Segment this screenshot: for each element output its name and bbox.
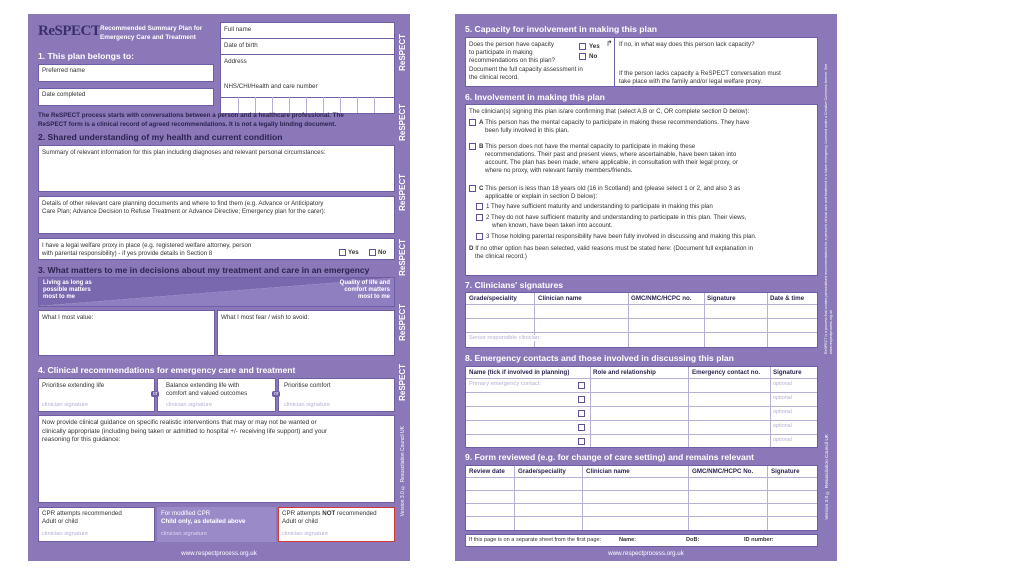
option-c3-checkbox[interactable] [476, 233, 483, 240]
summary-field[interactable] [38, 145, 395, 192]
date-completed-label: Date completed [42, 91, 86, 98]
option-c-text: C This person is less than 18 years old (16 in Scotland) and (please select 1 or 2, and also 3 as applicable or explain in section D below): [479, 185, 741, 200]
right-scale-label: Quality of life and comfort matters most to me [339, 280, 390, 300]
involvement-intro: The clinician(s) signing this plan is/are confirming that (select A,B or C, OR complete section D below): [469, 108, 750, 115]
option-a-checkbox[interactable] [469, 119, 476, 126]
page-2-url[interactable]: www.respectprocess.org.uk [608, 550, 684, 557]
or-badge-2: or [274, 391, 279, 397]
s9-col-grade: Grade/speciality [518, 468, 566, 475]
section-7-title: 7. Clinicians' signatures [465, 280, 564, 290]
contact-2-checkbox[interactable] [578, 396, 585, 403]
contact-3-checkbox[interactable] [578, 410, 585, 417]
cpr-recommended-option[interactable] [38, 507, 155, 542]
capacity-yes-label: Yes [589, 43, 600, 50]
option-c1-text: 1 They have sufficient maturity and understanding to participate in making this plan [486, 203, 713, 210]
contact-5-checkbox[interactable] [578, 438, 585, 445]
clinician-signature-6: clinician signature [282, 531, 329, 537]
side-licence: ReSPECT is a process that creates personalised recommendations for a person's clinical care and treatment in a future emergency. Licensed under a Creative Commons licence. See www.respectprocess.org.uk [824, 63, 833, 354]
capacity-if-no-label: If no, in what way does this person lack capacity? [619, 41, 755, 48]
section-1-title: 1. This plan belongs to: [38, 51, 134, 61]
cpr-modified-label: For modified CPR Child only, as detailed above [161, 510, 246, 525]
s7-col-gmc: GMC/NMC/HCPC no. [631, 295, 692, 302]
side-brand-2: ReSPECT [398, 104, 407, 141]
intro-text: The ReSPECT process starts with conversations between a person and a healthcare professional. The ReSPECT form is a clinical record of agreed recommendations. It is not a legally binding document. [38, 112, 344, 128]
care-documents-label: Details of other relevant care planning documents and where to find them (e.g. Advance or Anticipatory Care Plan; Advance Decision to Refuse Treatment or Advance Directive; Emergency plan for the carer): [42, 200, 326, 215]
clinician-signature-3: clinician signature [284, 402, 331, 408]
page-1-url[interactable]: www.respectprocess.org.uk [181, 550, 257, 557]
option-b-text: B This person does not have the mental capacity to participate in making these recommendations. Their past and present views, where ascertainable, have been taken into account. The plan has been made, where applicable, in consultation with their legal proxy, or where no proxy, with relevant family members/friends. [479, 143, 738, 174]
capacity-question: Does the person have capacity to participate in making recommendations on this plan? Document the full capacity assessment in the clinical record. [469, 41, 583, 81]
proxy-yes-checkbox[interactable] [339, 249, 346, 256]
prioritise-extending-life-option[interactable] [38, 378, 155, 412]
s7-col-signature: Signature [707, 295, 736, 302]
section-8-title: 8. Emergency contacts and those involved in discussing this plan [465, 353, 734, 363]
side-brand-6: ReSPECT [398, 364, 407, 401]
option-c1-checkbox[interactable] [476, 203, 483, 210]
optional-4: optional [773, 423, 792, 429]
section-9-title: 9. Form reviewed (e.g. for change of care setting) and remains relevant [465, 452, 754, 462]
proxy-no-checkbox[interactable] [369, 249, 376, 256]
most-fear-label: What I most fear / wish to avoid: [221, 314, 310, 321]
clinician-signature-4: clinician signature [42, 531, 89, 537]
respect-form-page-2 [455, 14, 837, 561]
or-badge-1: or [153, 391, 158, 397]
summary-label: Summary of relevant information for this plan including diagnoses and relevant personal circumstances: [42, 149, 326, 156]
full-name-label[interactable]: Full name [224, 26, 252, 33]
capacity-yes-checkbox[interactable] [579, 43, 586, 50]
balance-option[interactable] [157, 378, 276, 412]
cpr-modified-option[interactable] [157, 507, 276, 542]
side-brand-4: ReSPECT [398, 239, 407, 276]
separate-sheet-label: If this page is on a separate sheet from the first page: [469, 537, 602, 543]
s9-col-date: Review date [469, 468, 505, 475]
senior-clinician-label: Senior responsible clinician: [469, 335, 541, 341]
welfare-proxy-field [38, 238, 395, 260]
contact-4-checkbox[interactable] [578, 424, 585, 431]
s9-col-gmc: GMC/NMC/HCPC No. [692, 468, 754, 475]
option-d-text[interactable]: D If no other option has been selected, valid reasons must be stated here: (Document full explanation in the clinical record.) [469, 245, 754, 260]
clinician-signature-2: clinician signature [166, 402, 213, 408]
form-reviewed-table[interactable] [465, 465, 818, 531]
separate-name-label: Name: [619, 537, 637, 543]
option-c2-checkbox[interactable] [476, 214, 483, 221]
side-brand-3: ReSPECT [398, 174, 407, 211]
logo: ReSPECT [38, 23, 101, 39]
s9-col-name: Clinician name [586, 468, 630, 475]
s8-col-role: Role and relationship [593, 369, 656, 376]
option-b-checkbox[interactable] [469, 143, 476, 150]
s8-col-contact: Emergency contact no. [692, 369, 761, 376]
section-5-title: 5. Capacity for involvement in making this plan [465, 24, 657, 34]
optional-2: optional [773, 395, 792, 401]
date-completed-field[interactable] [38, 88, 214, 106]
preferred-name-field[interactable] [38, 64, 214, 82]
prioritise-extending-life-label: Prioritise extending life [42, 382, 105, 389]
emergency-contacts-table[interactable] [465, 366, 818, 448]
optional-5: optional [773, 437, 792, 443]
s7-col-grade: Grade/speciality [469, 295, 517, 302]
patient-details-box [220, 22, 395, 114]
section-6-title: 6. Involvement in making this plan [465, 92, 605, 102]
clinician-signature-1: clinician signature [42, 402, 89, 408]
capacity-box [465, 37, 818, 87]
nhs-number-cells[interactable] [221, 97, 394, 113]
s7-col-date: Date & time [770, 295, 805, 302]
most-value-label: What I most value: [42, 314, 94, 321]
preferred-name-label: Preferred name [42, 67, 85, 74]
most-value-field[interactable] [38, 310, 215, 356]
side-version-2: Version 3.0 © Resuscitation Council UK [825, 434, 830, 520]
s8-col-name: Name (tick if involved in planning) [469, 369, 570, 376]
primary-contact-label: Primary emergency contact: [469, 381, 542, 387]
cpr-recommended-label: CPR attempts recommended Adult or child [42, 510, 122, 525]
section-2-title: 2. Shared understanding of my health and current condition [38, 132, 283, 142]
separate-sheet-row[interactable] [465, 534, 818, 547]
proxy-no-label: No [378, 249, 387, 256]
option-c-checkbox[interactable] [469, 185, 476, 192]
proxy-yes-label: Yes [348, 249, 359, 256]
contact-1-checkbox[interactable] [578, 382, 585, 389]
section-3-title: 3. What matters to me in decisions about my treatment and care in an emergency [38, 265, 370, 275]
dob-label[interactable]: Date of birth [224, 42, 258, 49]
cpr-not-recommended-option[interactable] [278, 507, 395, 542]
separate-dob-label: DoB: [686, 537, 700, 543]
form-title: Recommended Summary Plan for Emergency Care and Treatment [100, 25, 203, 41]
left-scale-label: Living as long as possible matters most to me [43, 280, 92, 300]
respect-form-page-1 [28, 14, 410, 561]
nhs-number-label[interactable]: NHS/CHI/Health and care number [224, 83, 318, 90]
address-label[interactable]: Address [224, 58, 247, 65]
clinical-guidance-field[interactable] [38, 415, 395, 503]
section-4-title: 4. Clinical recommendations for emergency care and treatment [38, 365, 296, 375]
option-c2-text: 2 They do not have sufficient maturity and understanding to participate in this plan. Their views, when known, have been taken into account. [486, 214, 747, 229]
optional-3: optional [773, 409, 792, 415]
option-a-text: A This person has the mental capacity to participate in making these recommendations. They have been fully involved in this plan. [479, 119, 750, 134]
s8-col-signature: Signature [773, 369, 802, 376]
side-brand-1: ReSPECT [398, 34, 407, 71]
arrow-icon: ↱ [606, 39, 613, 48]
separate-id-label: ID number: [744, 537, 774, 543]
option-c3-text: 3 Those holding parental responsibility have been fully involved in discussing and making this plan. [486, 233, 757, 240]
side-brand-5: ReSPECT [398, 304, 407, 341]
balance-label: Balance extending life with comfort and valued outcomes [166, 382, 248, 397]
welfare-proxy-label: I have a legal welfare proxy in place (e.g. registered welfare attorney, person with parental responsibility) - if yes provide details in Section 8 [42, 242, 252, 257]
involvement-box [465, 104, 818, 276]
capacity-no-label: No [589, 53, 598, 60]
s9-col-signature: Signature [771, 468, 800, 475]
capacity-no-checkbox[interactable] [579, 53, 586, 60]
priority-scale[interactable] [38, 277, 395, 307]
prioritise-comfort-option[interactable] [278, 378, 395, 412]
cpr-not-recommended-label: CPR attempts NOT recommended Adult or child [282, 510, 377, 525]
side-version-1: Version 3.0 © Resuscitation Council UK [400, 426, 406, 517]
clinical-guidance-label: Now provide clinical guidance on specific realistic interventions that may or may not be wanted or clinically appropriate (including being taken or admitted to hospital +/- receiving life support) and your reasoning for this guidance: [42, 419, 328, 443]
clinician-signature-5: clinician signature [161, 531, 208, 537]
s7-col-name: Clinician name [538, 295, 582, 302]
clinicians-signatures-table[interactable] [465, 292, 818, 348]
capacity-lack-note: If the person lacks capacity a ReSPECT conversation must take place with the family and/or legal welfare proxy. [619, 70, 781, 85]
prioritise-comfort-label: Prioritise comfort [284, 382, 331, 389]
most-fear-field[interactable] [217, 310, 395, 356]
care-documents-field[interactable] [38, 196, 395, 234]
optional-1: optional [773, 381, 792, 387]
